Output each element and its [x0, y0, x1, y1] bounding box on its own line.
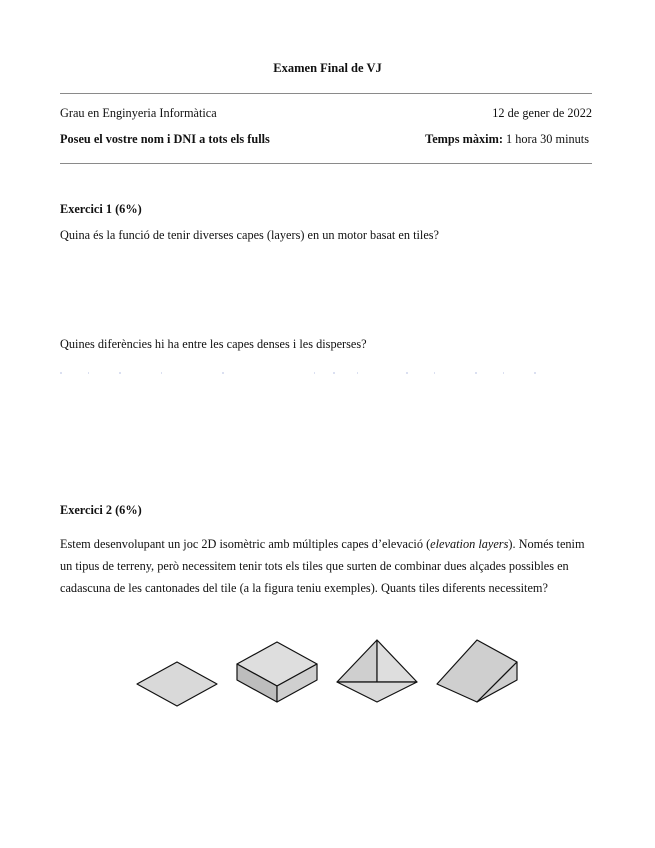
exercise1-question1: Quina és la funció de tenir diverses capes (layers) en un motor basat en tiles? [60, 228, 440, 242]
degree-label: Grau en Enginyeria Informàtica [60, 106, 217, 120]
exercise2-heading: Exercici 2 (6%) [60, 503, 142, 517]
time-limit-label: Temps màxim: [425, 132, 503, 146]
exercise1-heading: Exercici 1 (6%) [60, 202, 142, 216]
header-bottom-rule [60, 163, 592, 164]
exercise1-question2: Quines diferències hi ha entre les capes denses i les disperses? [60, 337, 367, 351]
page-title: Examen Final de VJ [273, 61, 382, 75]
exercise2-text [60, 533, 595, 599]
tiles-figure [130, 636, 530, 708]
instruction-text: Poseu el vostre nom i DNI a tots els fulls [60, 132, 270, 146]
time-limit-value: 1 hora 30 minuts [506, 132, 589, 146]
header-top-rule [60, 93, 592, 94]
scan-artifact-dots [60, 372, 575, 374]
exercise2-text-after: ). Només tenim un tipus de terreny, però necessitem tenir tots els tiles que surten de combinar dues alçades possibles en cadascuna de les cantonades del tile (a la figura teniu exemples). Quants tiles diferents necessitem? [60, 537, 585, 595]
exercise2-text-italic: elevation layers [430, 537, 509, 551]
tile-slope [437, 640, 517, 702]
exam-date: 12 de gener de 2022 [492, 106, 592, 120]
tile-raised-block [237, 642, 317, 702]
time-limit [425, 132, 589, 147]
exercise2-text-before: Estem desenvolupant un joc 2D isomètric amb múltiples capes d’elevació ( [60, 537, 431, 551]
tile-flat [137, 662, 217, 706]
tile-pyramid [337, 640, 417, 702]
